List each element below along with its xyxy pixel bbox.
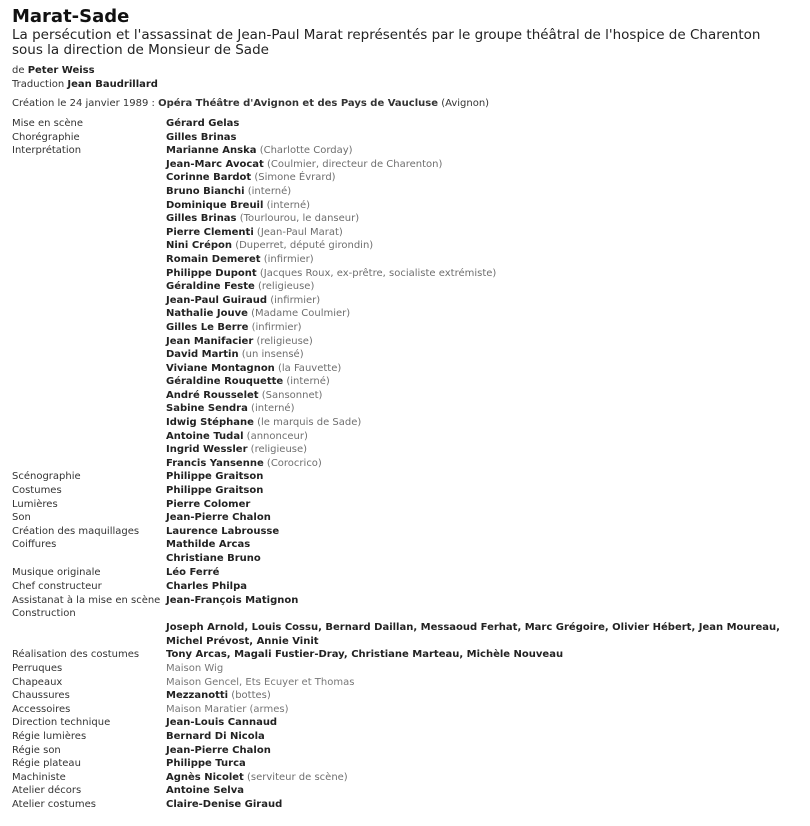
creation-line [12,97,798,111]
credit-names [166,676,802,690]
credit-line [166,212,802,226]
separator: , [691,622,699,634]
credit-role: Chef constructeur [12,581,102,592]
separator: , [318,622,326,634]
role-note: (Duperret, député girondin) [232,240,374,252]
credit-row [12,648,802,662]
person-link[interactable]: Philippe Graitson [166,471,264,483]
separator: , [226,649,235,661]
person-link[interactable]: Corinne Bardot [166,172,252,184]
credit-row [12,117,802,131]
credit-role: Scénographie [12,471,81,483]
creation-date: Création le 24 janvier 1989 : [12,98,155,109]
credit-line [166,307,802,321]
person-link[interactable]: Léo Ferré [166,567,220,579]
credit-names [166,144,802,470]
credit-row [12,689,802,703]
company-name: Maison Gencel, Ets Ecuyer et Thomas [166,676,355,688]
credit-names [166,689,802,703]
person-link[interactable]: Claire-Denise Giraud [166,798,283,810]
role-note: (annonceur) [243,430,308,442]
person-link[interactable]: Marianne Anska [166,145,257,157]
separator: , [776,622,780,634]
role-note: (un insensé) [238,349,304,361]
credit-row [12,607,802,648]
person-link[interactable]: Michèle Nouveau [466,649,564,661]
role-note: (interné) [283,376,330,388]
person-link[interactable]: Agnès Nicolet [166,771,244,783]
role-note: (Charlotte Corday) [256,145,353,157]
author-line [12,64,798,78]
person-link[interactable]: Mezzanotti [166,690,229,702]
translation-line [12,78,798,92]
person-link[interactable]: Bernard Daillan [325,622,414,634]
role-note: (interné) [247,403,295,415]
credit-role: Atelier décors [12,785,82,797]
person-link[interactable]: Géraldine Feste [166,281,255,293]
company-name: Maison Wig [166,662,224,674]
credit-role: Musique originale [12,567,101,579]
person-link[interactable]: Nathalie Jouve [166,308,248,320]
person-link[interactable]: Philippe Turca [166,758,246,770]
credit-line [166,416,802,430]
person-link[interactable]: André Rousselet [166,389,259,401]
person-link[interactable]: Idwig Stéphane [166,417,254,429]
credit-line [166,144,802,158]
author-name[interactable]: Peter Weiss [27,65,95,76]
creation-city: (Avignon) [441,98,490,109]
person-link[interactable]: Viviane Montagnon [166,362,275,374]
person-link[interactable]: Jean-Pierre Chalon [166,512,271,524]
person-link[interactable]: Jean-Pierre Chalon [166,744,271,756]
person-link[interactable]: Philippe Dupont [166,267,257,279]
person-link[interactable]: Marc Grégoire [524,622,605,634]
person-link[interactable]: Romain Demeret [166,253,261,265]
credit-role: Chapeaux [12,676,63,688]
credit-row [12,784,802,798]
person-link[interactable]: Philippe Graitson [166,485,264,497]
person-link[interactable]: Dominique Breuil [166,199,264,211]
credit-line [166,280,802,294]
role-note: (Sansonnet) [258,389,323,401]
credit-role: Régie plateau [12,758,81,770]
credits-body [12,117,802,812]
credit-row [12,470,802,484]
credit-row [12,744,802,758]
role-note: (infirmier) [267,294,321,306]
role-note: (la Fauvette) [274,362,342,374]
credit-role: Atelier costumes [12,798,96,810]
person-link[interactable]: Mathilde Arcas [166,539,251,551]
credit-names [166,716,802,730]
person-link[interactable]: Bernard Di Nicola [166,730,265,742]
credit-line [166,239,802,253]
person-link[interactable]: Magali Fustier-Dray [234,649,344,661]
credit-names [166,784,802,798]
person-link[interactable]: Antoine Tudal [166,430,244,442]
credit-row [12,730,802,744]
person-link[interactable]: Francis Yansenne [166,457,264,469]
credit-row [12,484,802,498]
credit-role: Machiniste [12,771,66,783]
person-link[interactable]: Jean-François Matignon [166,594,299,606]
person-link[interactable]: Laurence Labrousse [166,525,280,537]
separator: , [249,635,257,647]
credit-names [166,662,802,676]
credit-role: Mise en scène [12,118,83,129]
translation-prefix: Traduction [12,79,65,90]
person-link[interactable]: Gilles Brinas [166,131,237,143]
credit-row [12,566,802,580]
translator-name[interactable]: Jean Baudrillard [67,79,158,90]
credit-line [166,158,802,172]
person-link[interactable]: Tony Arcas [166,649,227,661]
credit-names [166,511,802,525]
credit-row [12,131,802,145]
person-link[interactable]: Jean Manifacier [166,335,254,347]
credit-role: Réalisation des costumes [12,649,140,661]
credit-line [166,443,802,457]
credit-line [166,199,802,213]
credit-role: Régie son [12,744,61,756]
credit-line [166,430,802,444]
person-link[interactable]: Sabine Sendra [166,403,248,415]
credit-names [166,580,802,594]
credit-names [166,566,802,580]
creation-venue[interactable]: Opéra Théâtre d'Avignon et des Pays de Vaucluse [158,98,438,109]
separator: , [459,649,467,661]
credit-names [166,703,802,717]
credit-role: Chorégraphie [12,131,80,143]
person-link[interactable]: Joseph Arnold [166,622,245,634]
credit-line [166,348,802,362]
role-note: (interné) [263,199,311,211]
page-title: Marat-Sade [12,6,130,27]
company-name: Maison Maratier (armes) [166,703,289,715]
credit-line [166,321,802,335]
credit-role: Direction technique [12,717,111,729]
person-link[interactable]: Nini Crépon [166,240,233,252]
credit-role: Coiffures [12,539,57,551]
credit-row [12,144,802,470]
role-note: (bottes) [228,690,271,702]
person-link[interactable]: Jean-Paul Guiraud [166,294,268,306]
credit-names [166,525,802,539]
credit-names [166,648,802,662]
person-link[interactable]: Jean Moureau [698,622,777,634]
person-link[interactable]: Pierre Colomer [166,498,251,510]
role-note: (Madame Coulmier) [247,308,351,320]
credit-role: Son [12,512,31,524]
credit-role: Perruques [12,662,63,674]
page-subtitle: La persécution et l'assassinat de Jean-Paul Marat représentés par le groupe théâtral de l'hospice de Charenton sous la direction de Monsieur de Sade [12,27,761,58]
person-link[interactable]: Jean-Marc Avocat [166,158,264,170]
credit-line [166,389,802,403]
person-link[interactable]: Jean-Louis Cannaud [166,717,278,729]
person-link[interactable]: Michel Prévost [166,635,250,647]
credit-role: Interprétation [12,145,82,157]
credit-role: Chaussures [12,690,70,702]
credit-line [166,185,802,199]
credit-line [166,362,802,376]
credit-names [166,538,802,566]
person-link[interactable]: Antoine Selva [166,785,244,797]
credit-role: Costumes [12,485,62,497]
credit-row [12,676,802,690]
credit-names [166,744,802,758]
credit-line [166,538,802,552]
credit-role: Régie lumières [12,730,87,742]
role-note: (Coulmier, directeur de Charenton) [263,158,443,170]
credit-names [166,484,802,498]
credit-row [12,498,802,512]
credit-role: Lumières [12,498,58,510]
credit-row [12,662,802,676]
credit-names [166,117,802,131]
separator: , [343,649,352,661]
credit-line [166,171,802,185]
person-link[interactable]: Gilles Le Berre [166,321,249,333]
credit-role: Assistanat à la mise en scène [12,594,161,606]
credit-names [166,498,802,512]
credit-names [166,757,802,771]
credit-names [166,131,802,145]
credit-line [166,267,802,281]
role-note: (serviteur de scène) [243,771,348,783]
person-link[interactable]: Géraldine Rouquette [166,376,284,388]
credit-line [166,253,802,267]
author-prefix: de [12,65,25,76]
separator: , [244,622,252,634]
credit-names [166,470,802,484]
credits-table [12,117,802,812]
credit-row [12,716,802,730]
credit-names [166,607,802,648]
credit-row [12,538,802,566]
credit-line [166,335,802,349]
credit-line [166,375,802,389]
person-link[interactable]: Christiane Marteau [351,649,460,661]
credit-names [166,594,802,608]
credit-names [166,730,802,744]
separator: , [517,622,525,634]
credit-line [166,402,802,416]
role-note: (Simone Évrard) [251,172,336,184]
credit-line [166,457,802,471]
role-note: (Corocrico) [263,457,322,469]
credit-row [12,580,802,594]
credit-role: Création des maquillages [12,525,140,537]
person-link[interactable]: Ingrid Wessler [166,444,248,456]
person-link[interactable]: Pierre Clementi [166,226,254,238]
person-link[interactable]: Annie Vinit [256,635,319,647]
person-link[interactable]: Bruno Bianchi [166,185,245,197]
person-link[interactable]: Olivier Hébert [612,622,692,634]
credit-line [166,552,802,566]
separator: , [604,622,613,634]
role-note: (interné) [244,185,292,197]
role-note: (Jacques Roux, ex-prêtre, socialiste extrémiste) [256,267,497,279]
credit-row [12,771,802,785]
separator: , [413,622,421,634]
person-link[interactable]: Charles Philpa [166,581,247,592]
person-link[interactable]: Louis Cossu [251,622,319,634]
credit-line [166,226,802,240]
role-note: (Jean-Paul Marat) [253,226,343,238]
person-link[interactable]: Gérard Gelas [166,118,240,129]
credit-row [12,525,802,539]
credit-row [12,703,802,717]
credit-row [12,511,802,525]
role-note: (Tourlourou, le danseur) [236,213,360,225]
role-note: (le marquis de Sade) [253,417,362,429]
credit-role: Accessoires [12,703,71,715]
person-link[interactable]: Gilles Brinas [166,213,237,225]
credit-names [166,771,802,785]
role-note: (infirmier) [248,321,302,333]
person-link[interactable]: David Martin [166,349,239,361]
role-note: (religieuse) [254,281,315,293]
role-note: (infirmier) [260,253,314,265]
role-note: (religieuse) [247,444,308,456]
credit-row [12,594,802,608]
credit-line [166,294,802,308]
person-link[interactable]: Messaoud Ferhat [420,622,518,634]
credit-row [12,798,802,812]
credit-names [166,798,802,812]
credit-row [12,757,802,771]
person-link[interactable]: Christiane Bruno [166,553,261,564]
credit-role: Construction [12,608,76,620]
role-note: (religieuse) [253,335,313,347]
